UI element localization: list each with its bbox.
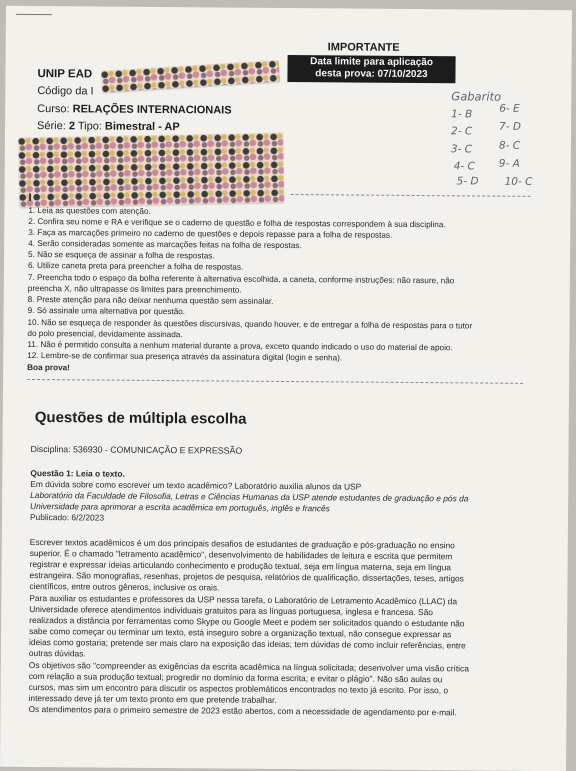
- discipline-line: Disciplina: 536930 - COMUNICAÇÃO E EXPRESSÃO: [30, 443, 243, 456]
- body-line: com relação a sua produção textual; progredir no domínio da forma escrita; e evitar o plágio". Não são aulas ou: [28, 670, 443, 685]
- instruction-line: 7. Preencha todo o espaço da bolha referente à alternativa escolhida, a caneta, conforme instruções: não rasure, não: [27, 272, 455, 286]
- course-code: Código da I: [37, 85, 94, 98]
- course-value: RELAÇÕES INTERNACIONAIS: [72, 103, 232, 117]
- instruction-line: preencha X, não ultrapasse os limites para preenchimento.: [27, 283, 242, 295]
- divider: [291, 194, 531, 197]
- instruction-line: 12. Lembre-se de confirmar sua presença através da assinatura digital (login e senha).: [27, 350, 343, 363]
- answer-key-item: 3- C: [450, 143, 473, 156]
- deadline-line-2: desta prova: 07/10/2023: [315, 68, 428, 81]
- instruction-line: do polo presencial, devidamente assinada.: [27, 328, 183, 340]
- divider: [27, 379, 523, 384]
- important-label: IMPORTANTE: [327, 41, 400, 54]
- masking-tape-1: [101, 60, 280, 93]
- series-value: 2: [68, 120, 76, 133]
- body-line: Para auxiliar os estudantes e professores da USP nessa tarefa, o Laboratório de Letramento Acadêmico (LLAC) da: [29, 592, 458, 607]
- instruction-line: 3. Faça as marcações primeiro no caderno de questões e depois repasse para a folha de respostas.: [28, 227, 393, 240]
- body-line: cursos, mas sim um encontro para discutir os aspectos problemáticos encontrados no texto já escrito. Por isso, o: [28, 681, 449, 696]
- course-line: [37, 103, 231, 117]
- body-line: interessado deve já ter um texto pronto em que pretende trabalhar.: [28, 692, 277, 705]
- instruction-line: 11. Não é permitido consulta a nenhum material durante a prova, exceto quando indicado o uso do material de apoio.: [27, 339, 453, 353]
- series-line: [37, 120, 180, 133]
- body-line: outras dúvidas.: [28, 647, 86, 659]
- instruction-line: 10. Não se esqueça de responder às questões discursivas, quando houver, e de entregar a folha de respostas para o tutor: [27, 317, 473, 331]
- deadline-line-1: Data limite para aplicação: [310, 56, 434, 69]
- body-line: Escrever textos acadêmicos é um dos principais desafios de estudantes de graduação e pós-graduação no ensino: [29, 536, 455, 551]
- course-label: Curso:: [37, 103, 73, 116]
- unip-ead-label: UNIP EAD: [37, 68, 93, 81]
- good-luck-text: Boa prova!: [27, 362, 70, 373]
- answer-key-item: 9- A: [498, 157, 520, 170]
- instruction-line: 9. Só assinale uma alternativa por questão.: [27, 305, 186, 317]
- question-title: Questão 1: Leia o texto.: [30, 467, 125, 479]
- type-label: Tipo:: [74, 120, 106, 133]
- question-subtitle: Universidade para aprimorar a escrita acadêmica em português, inglês e francês: [30, 500, 330, 514]
- published-date: Publicado: 6/2/2023: [29, 511, 105, 523]
- body-line: superior. É o chamado "letramento acadêmico", desenvolvimento de habilidades de leitura e escrita que permitem: [29, 547, 453, 562]
- answer-key-item: 5- D: [456, 175, 479, 188]
- instructions-heading: I: [28, 191, 32, 204]
- instruction-line: 5. Não se esqueça de assinar a folha de respostas.: [28, 249, 215, 261]
- answer-key-item: 1- B: [451, 108, 473, 121]
- answer-key-item: 7- D: [499, 120, 522, 133]
- answer-key-item: 4- C: [453, 160, 475, 173]
- instruction-line: 2. Confira seu nome e RA e verifique se o caderno de questão e folha de respostas correspondem à sua disciplina.: [28, 216, 446, 230]
- body-line: científicos, entre outros gêneros, inclusive os orais.: [29, 580, 220, 593]
- body-line: sabe como começar ou terminar um texto, está inseguro sobre a organização textual, não consegue expressar as: [29, 625, 452, 640]
- exam-sheet: [0, 6, 572, 771]
- answer-key-item: 6- E: [499, 102, 520, 115]
- deadline-banner: [287, 55, 455, 83]
- answer-key-title: Gabarito: [451, 89, 502, 104]
- body-line: Universidade oferece atendimentos individuais gratuitos para as línguas portuguesa, inglesa e francesa. São: [29, 603, 433, 618]
- body-line: registrar e expressar ideias articulando conhecimento e produção textual, seja em língua materna, seja em língua: [29, 558, 451, 573]
- series-label: Série:: [37, 120, 69, 133]
- instruction-line: 1. Leia as questões com atenção.: [28, 205, 151, 216]
- answer-key-item: 10- C: [504, 175, 533, 188]
- question-headline: Em dúvida sobre como escrever um texto acadêmico? Laboratório auxilia alunos da USP: [30, 478, 362, 492]
- question-subtitle: Laboratório da Faculdade de Filosofia, Letras e Ciências Humanas da USP atende estudantes de graduação e pós da: [30, 489, 469, 504]
- body-line: estrangeira. São monografias, resenhas, projetos de pesquisa, relatórios de qualificação, dissertações, teses, artigos: [29, 569, 464, 584]
- masking-tape-2: [18, 133, 284, 208]
- body-line: realizados a distância por ferramentas como Skype ou Google Meet e podem ser solicitados quando o estudante não: [29, 614, 465, 629]
- body-line: Os atendimentos para o primeiro semestre de 2023 estão abertos, com a necessidade de agendamento por e-mail.: [28, 703, 457, 718]
- type-value: Bimestral - AP: [104, 120, 180, 134]
- instruction-line: 8. Preste atenção para não deixar nenhuma questão sem assinalar.: [27, 294, 274, 306]
- answer-key-item: 2- C: [450, 125, 473, 138]
- instruction-line: 6. Utilize caneta preta para preencher a folha de respostas.: [27, 260, 244, 272]
- body-line: ideias como gostaria; pretende ser mais claro na exposição das ideias; tem dúvidas de como incluir referências, entre: [28, 636, 466, 651]
- edge-line: [16, 14, 52, 15]
- section-title: Questões de múltipla escolha: [34, 409, 247, 428]
- answer-key-item: 8- C: [498, 139, 521, 152]
- instruction-line: 4. Serão consideradas somente as marcações feitas na folha de respostas.: [28, 238, 302, 251]
- body-line: Os objetivos são "compreender as exigências da escrita acadêmica na língua solicitada; desenvolver uma visão crítica: [28, 659, 469, 674]
